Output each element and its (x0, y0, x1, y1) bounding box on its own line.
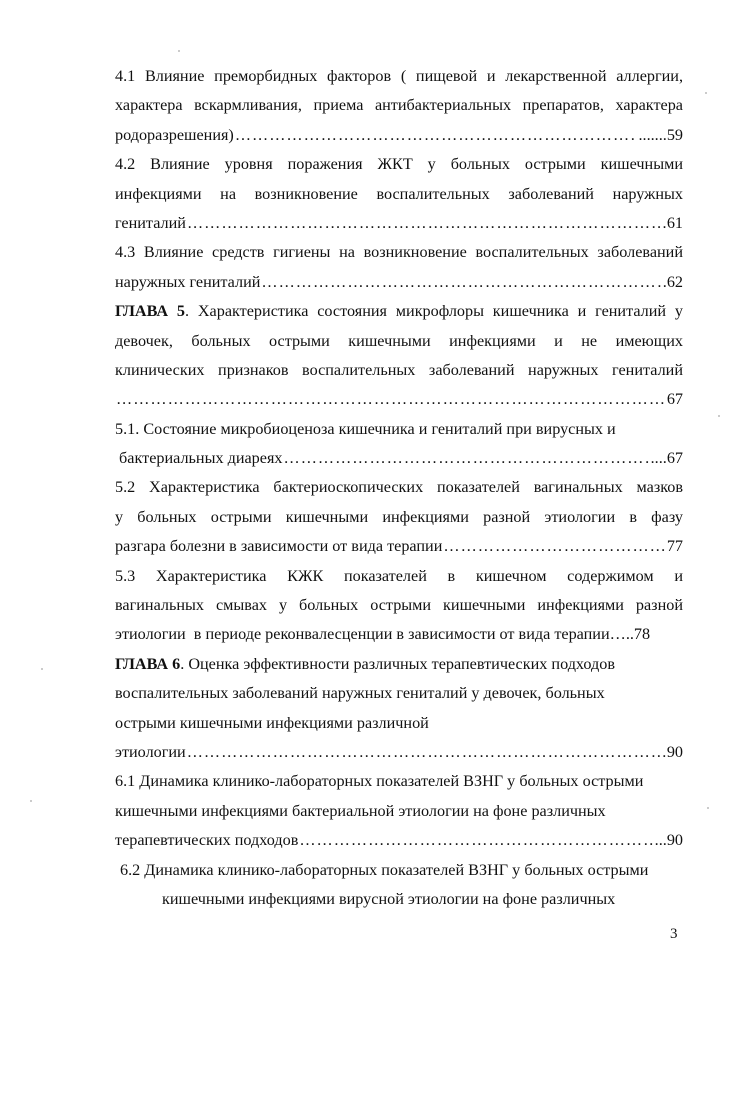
toc-line-text: наружных гениталий (115, 272, 261, 291)
toc-chapter-line (115, 650, 683, 679)
toc-line: кишечными инфекциями бактериальной этиологии на фоне различных (115, 801, 606, 820)
toc-line-text: разгара болезни в зависимости от вида терапии (115, 537, 443, 556)
toc-page-number: ...90 (654, 831, 683, 850)
toc-leader-line (115, 209, 683, 238)
toc-line: характера вскармливания, приема антибактериальных препаратов, характера (115, 96, 683, 115)
dot-leader (299, 826, 653, 855)
toc-entry-6-1 (115, 767, 683, 855)
toc-leader-line (115, 268, 683, 297)
toc-line: инфекциями на возникновение воспалительных заболеваний наружных (115, 184, 683, 203)
page-number: 3 (670, 926, 678, 942)
toc-line: вагинальных смывах у больных острыми кишечными инфекциями разной (115, 596, 683, 615)
dot-leader (235, 121, 638, 150)
toc-page-number: 90 (666, 742, 683, 761)
chapter-title: . Характеристика состояния микрофлоры кишечника и гениталий у (185, 302, 684, 321)
toc-line: 5.3 Характеристика КЖК показателей в кишечном содержимом и (115, 566, 683, 585)
toc-leader-line (115, 738, 683, 767)
toc-line-text: этиологии в периоде реконвалесценции в зависимости от вида терапии (115, 625, 610, 644)
toc-chapter-line (115, 297, 683, 326)
toc-entry-6-2 (115, 856, 683, 915)
dot-leader (187, 738, 666, 767)
toc-leader-line (115, 620, 683, 649)
toc-line: 5.2 Характеристика бактериоскопических показателей вагинальных мазков (115, 478, 683, 497)
dot-leader (443, 532, 665, 561)
toc-entry-4-3 (115, 238, 683, 297)
toc-line: 5.1. Состояние микробиоценоза кишечника и гениталий при вирусных и (115, 419, 616, 438)
toc-leader-line (115, 121, 683, 150)
toc-page-number: 61 (666, 213, 683, 232)
toc-page-number: …..78 (609, 625, 651, 644)
toc-entry-chapter-6 (115, 650, 683, 768)
toc-line-text: родоразрешения) (115, 125, 234, 144)
toc-line: девочек, больных острыми кишечными инфекциями и не имеющих (115, 331, 683, 350)
toc-line: клинических признаков воспалительных заболеваний наружных гениталий (115, 360, 683, 379)
toc-line: 6.1 Динамика клинико-лабораторных показателей ВЗНГ у больных острыми (115, 772, 644, 791)
scan-speck (707, 807, 709, 809)
toc-entry-chapter-5 (115, 297, 683, 415)
toc-line: кишечными инфекциями вирусной этиологии на фоне различных (162, 889, 616, 908)
chapter-heading: ГЛАВА 5 (115, 302, 185, 321)
toc-entry-4-1 (115, 62, 683, 150)
toc-line: 6.2 Динамика клинико-лабораторных показателей ВЗНГ у больных острыми (120, 860, 649, 879)
toc-page-number: 77 (666, 537, 683, 556)
dot-leader (116, 385, 666, 414)
toc-line: 4.3 Влияние средств гигиены на возникновение воспалительных заболеваний (115, 243, 683, 262)
chapter-heading: ГЛАВА 6 (115, 654, 181, 673)
toc-line: острыми кишечными инфекциями различной (115, 713, 429, 732)
toc-entry-5-2 (115, 473, 683, 561)
toc-entry-5-3 (115, 562, 683, 650)
toc-line: 4.2 Влияние уровня поражения ЖКТ у больных острыми кишечными (115, 155, 683, 174)
toc-line: воспалительных заболеваний наружных гениталий у девочек, больных (115, 684, 605, 703)
toc-page-number: .......59 (638, 125, 683, 144)
chapter-title: . Оценка эффективности различных терапевтических подходов (180, 654, 616, 673)
dot-leader (261, 268, 661, 297)
toc-line-text: этиологии (115, 742, 186, 761)
toc-line-text: бактериальных диареях (115, 449, 283, 468)
toc-page-number: ...67 (654, 449, 683, 468)
toc-line-text: гениталий (115, 213, 186, 232)
toc-page (115, 62, 683, 914)
toc-page-number: .62 (662, 272, 683, 291)
scan-speck (41, 668, 43, 670)
toc-leader-line (115, 444, 683, 473)
scan-speck (30, 800, 32, 802)
toc-leader-line (115, 826, 683, 855)
toc-leader-line (115, 385, 683, 414)
scan-speck (718, 415, 720, 417)
toc-line: у больных острыми кишечными инфекциями разной этиологии в фазу (115, 507, 683, 526)
toc-line-text: терапевтических подходов (115, 831, 299, 850)
toc-page-number: 67 (666, 390, 683, 409)
toc-entry-4-2 (115, 150, 683, 238)
toc-leader-line (115, 532, 683, 561)
toc-line: 4.1 Влияние преморбидных факторов ( пищевой и лекарственной аллергии, (115, 67, 683, 85)
scan-speck (705, 92, 707, 94)
dot-leader (284, 444, 654, 473)
scan-speck (178, 50, 180, 52)
dot-leader (187, 209, 666, 238)
toc-entry-5-1 (115, 415, 683, 474)
